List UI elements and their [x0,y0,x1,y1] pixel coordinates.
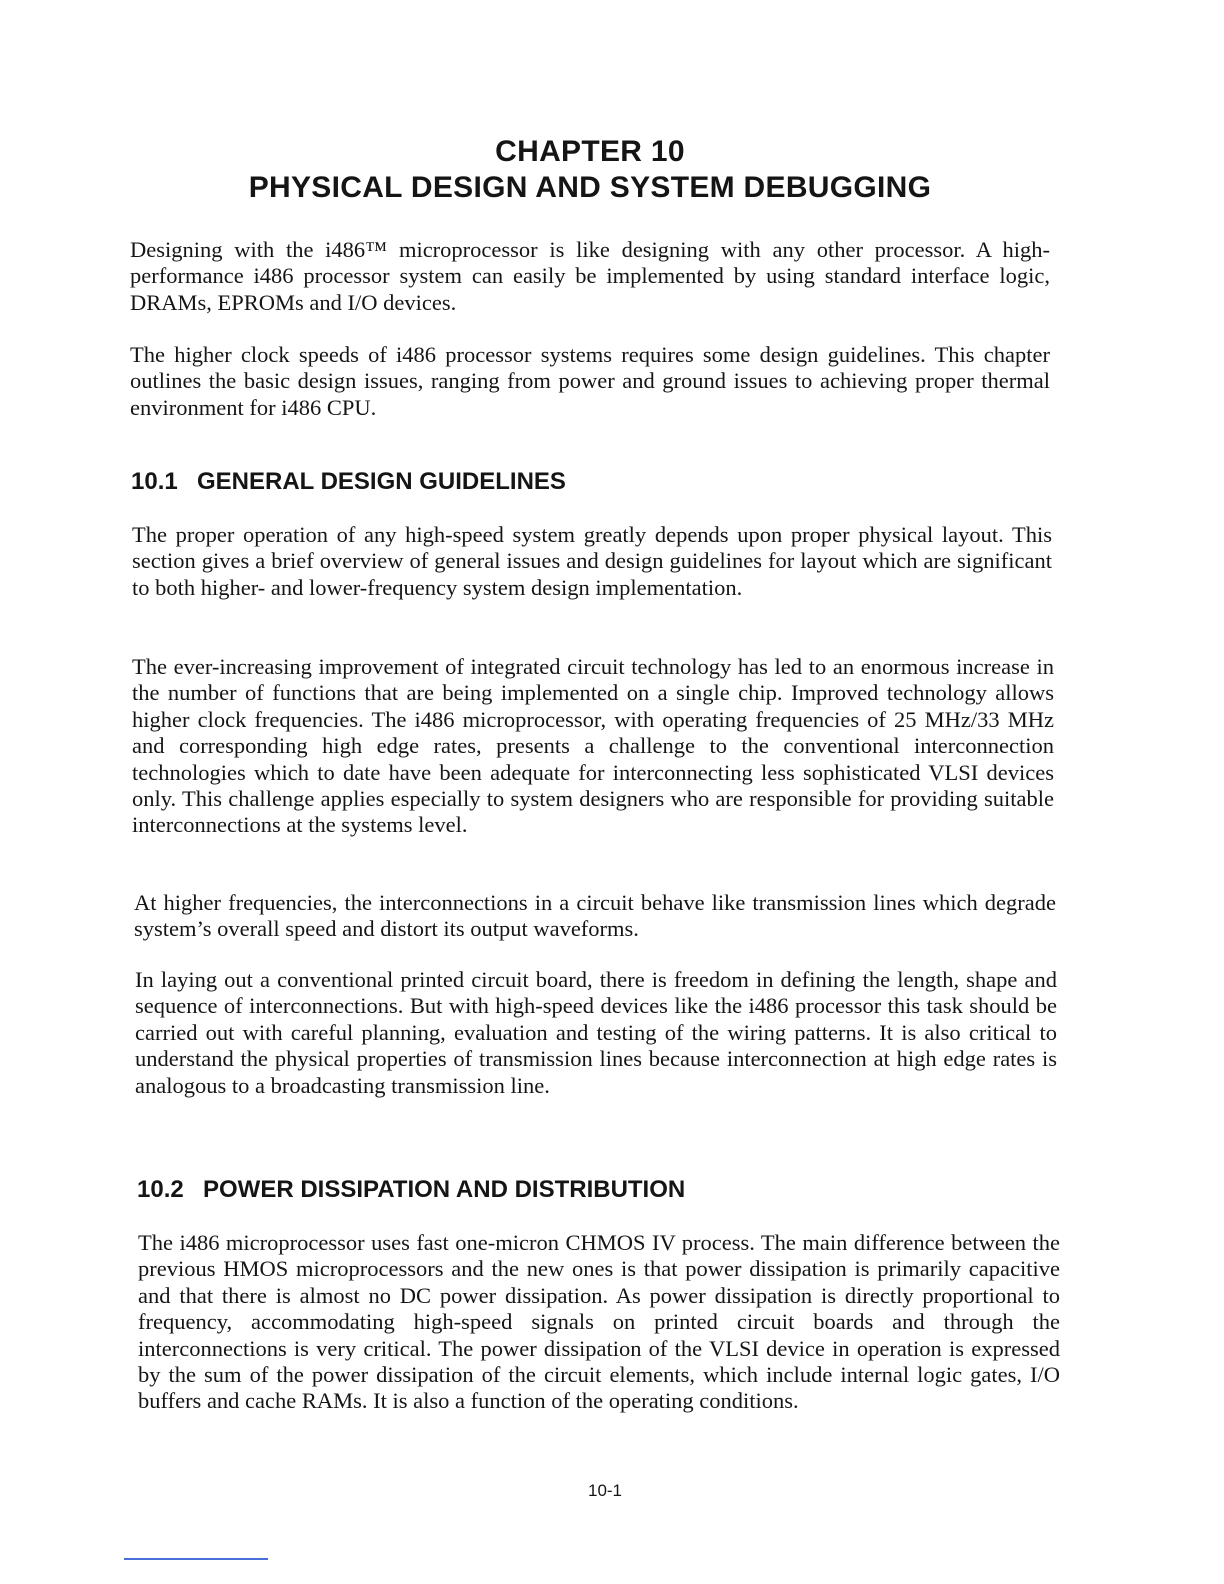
section-paragraph: The ever-increasing improvement of integrated circuit technology has led to an enormous increase in the number of functions that are being implemented on a single chip. Improved technology allows higher clock frequencies. The i486 microprocessor, with operating frequencies of 25 MHz/33 MHz and corresponding high edge rates, presents a challenge to the conventional interconnection technologies which to date have been adequate for interconnecting less sophisticated VLSI devices only. This challenge applies especially to system designers who are responsible for providing suitable interconnections at the systems level. [132,654,1054,838]
intro-paragraph: Designing with the i486™ microprocessor is like designing with any other processor. A high-performance i486 processor system can easily be implemented by using standard interface logic, DRAMs, EPROMs and I/O devices. [130,237,1050,315]
section-number: 10.2 [137,1176,184,1203]
section-paragraph: At higher frequencies, the interconnections in a circuit behave like transmission lines which degrade system’s overall speed and distort its output waveforms. [134,890,1056,942]
section-title: GENERAL DESIGN GUIDELINES [197,468,566,495]
intro-paragraph: The higher clock speeds of i486 processor systems requires some design guidelines. This chapter outlines the basic design issues, ranging from power and ground issues to achieving proper thermal environment for i486 CPU. [130,342,1050,420]
chapter-title: PHYSICAL DESIGN AND SYSTEM DEBUGGING [248,171,932,204]
chapter-label: CHAPTER 10 [495,135,685,168]
section-paragraph: The proper operation of any high-speed system greatly depends upon proper physical layout. This section gives a brief overview of general issues and design guidelines for layout which are significant to both higher- and lower-frequency system design implementation. [132,522,1052,600]
chapter-heading [120,134,1060,206]
footer-rule [124,1558,268,1560]
section-paragraph: The i486 microprocessor uses fast one-micron CHMOS IV process. The main difference between the previous HMOS microprocessors and the new ones is that power dissipation is primarily capacitive and that there is almost no DC power dissipation. As power dissipation is directly proportional to frequency, accommodating high-speed signals on printed circuit boards and through the interconnections is very critical. The power dissipation of the VLSI device in operation is expressed by the sum of the power dissipation of the circuit elements, which include internal logic gates, I/O buffers and cache RAMs. It is also a function of the operating conditions. [138,1230,1060,1414]
section-heading-10-1 [131,467,566,497]
section-number: 10.1 [131,468,178,495]
section-title: POWER DISSIPATION AND DISTRIBUTION [203,1176,686,1203]
page-number: 10-1 [587,1481,623,1500]
section-paragraph: In laying out a conventional printed circuit board, there is freedom in defining the length, shape and sequence of interconnections. But with high-speed devices like the i486 processor this task should be carried out with careful planning, evaluation and testing of the wiring patterns. It is also critical to understand the physical properties of transmission lines because interconnection at high edge rates is analogous to a broadcasting transmission line. [135,967,1057,1098]
section-heading-10-2 [137,1175,685,1205]
